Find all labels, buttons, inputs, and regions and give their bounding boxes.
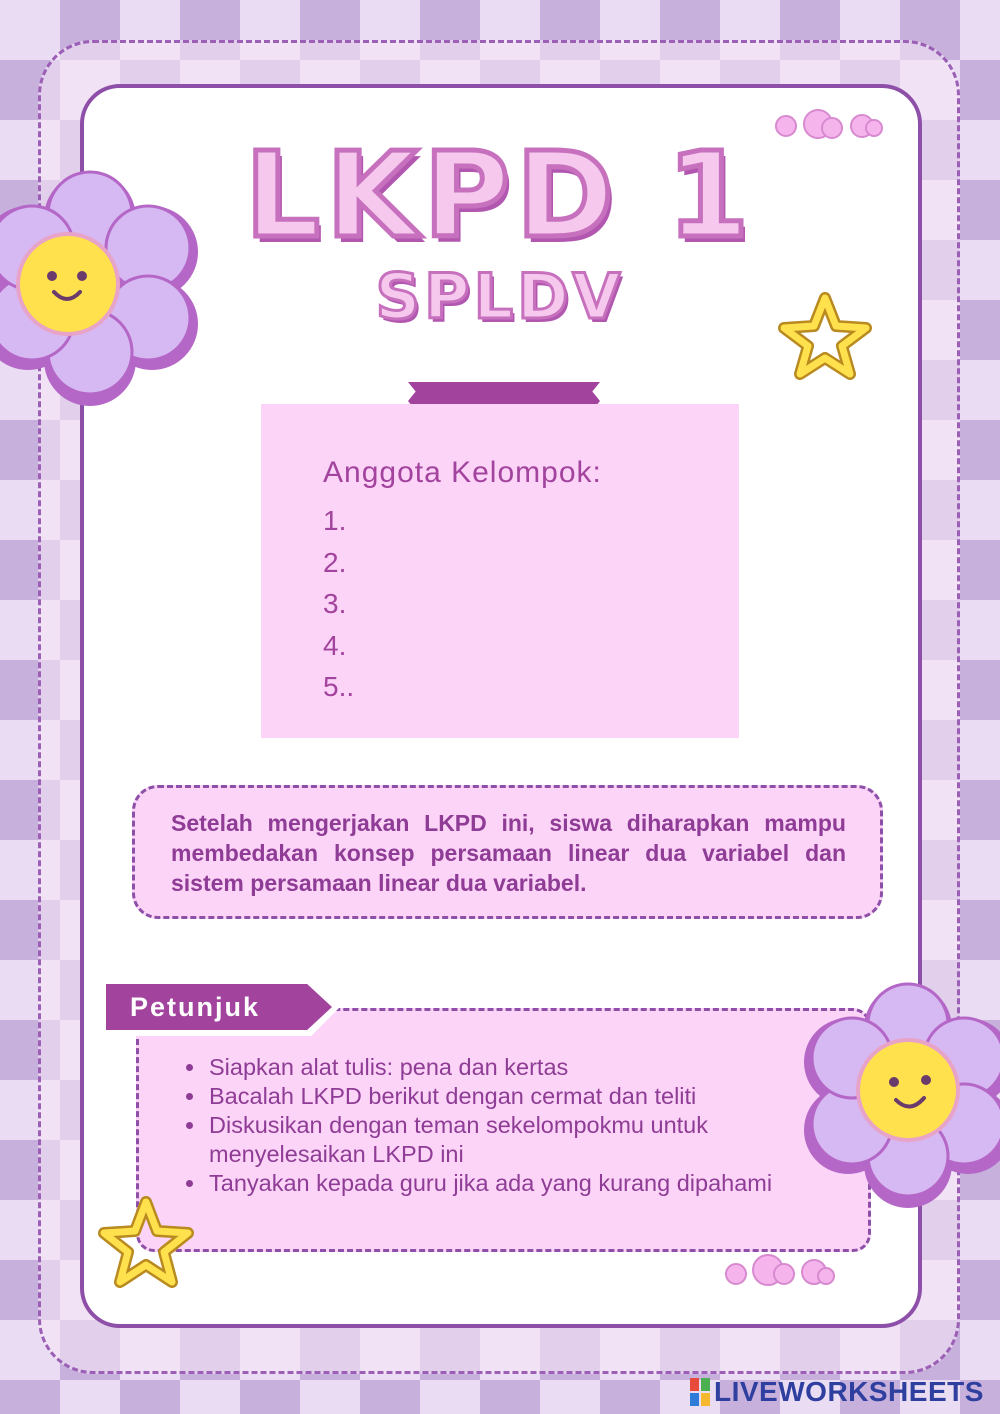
member-item: 2. <box>323 546 347 578</box>
liveworksheets-watermark <box>690 1376 984 1408</box>
liveworksheets-logo-icon <box>690 1378 710 1406</box>
objective-text: Setelah mengerjakan LKPD ini, siswa diharapkan mampu membedakan konsep persamaan linear dua variabel dan sistem persamaan linear dua variabel. <box>171 810 846 896</box>
smiling-flower-icon <box>794 980 1000 1216</box>
smiling-flower-icon <box>0 168 202 420</box>
instructions-box <box>136 1008 871 1252</box>
instruction-item: • Bacalah LKPD berikut dengan cermat dan teliti <box>207 1082 827 1111</box>
instructions-list <box>185 1053 827 1198</box>
objective-box <box>132 785 883 919</box>
member-item: 4. <box>323 629 347 661</box>
member-item: 1. <box>323 505 347 536</box>
instruction-item: • Tanyakan kepada guru jika ada yang kurang dipahami <box>207 1169 827 1198</box>
watermark-text: LIVEWORKSHEETS <box>714 1376 984 1407</box>
page-title: LKPD 1 <box>244 126 756 264</box>
member-item: 3. <box>323 588 347 619</box>
members-heading: Anggota Kelompok: <box>323 456 602 489</box>
instruction-item: • Diskusikan dengan teman sekelompokmu untuk menyelesaikan LKPD ini <box>207 1111 827 1169</box>
star-outline-icon <box>776 292 874 380</box>
instruction-item: • Siapkan alat tulis: pena dan kertas <box>207 1053 827 1082</box>
members-list <box>323 500 354 708</box>
member-item: 5.. <box>323 671 355 702</box>
cloud-puffs-icon <box>720 1252 836 1292</box>
star-outline-icon <box>96 1196 196 1288</box>
instructions-label: Petunjuk <box>130 992 261 1022</box>
page-subtitle: SPLDV <box>375 260 625 333</box>
members-panel <box>261 404 739 738</box>
